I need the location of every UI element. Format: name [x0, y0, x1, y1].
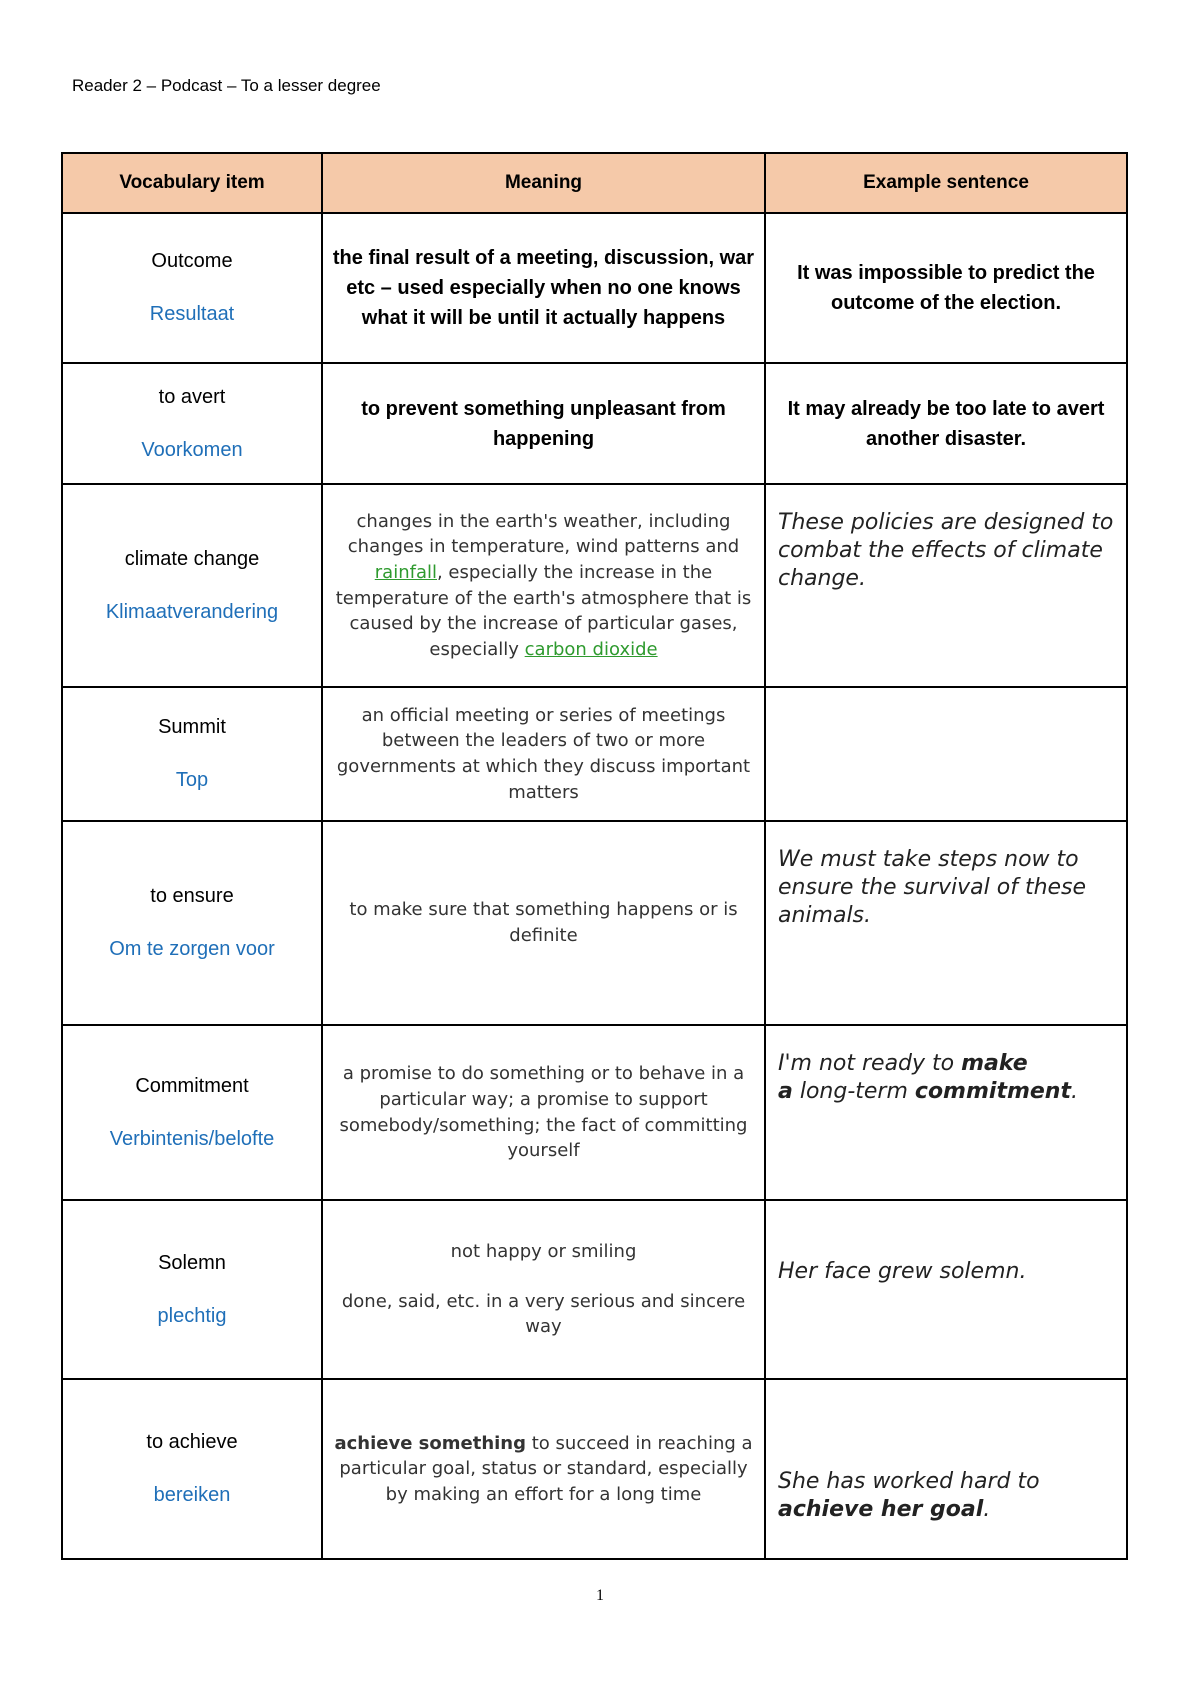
vocab-translation: Resultaat	[149, 303, 235, 325]
vocab-cell	[62, 821, 322, 1025]
example-cell: We must take steps now to ensure the survival of these animals.	[765, 821, 1127, 1025]
spacer	[331, 1265, 756, 1289]
example-cell	[765, 687, 1127, 821]
meaning-headword: achieve something	[334, 1432, 527, 1454]
meaning-text: not happy or smiling	[450, 1241, 637, 1263]
vocab-term: Solemn	[158, 1251, 226, 1274]
example-cell: It may already be too late to avert another disaster.	[765, 363, 1127, 484]
table-row	[62, 1025, 1127, 1200]
example-cell	[765, 1025, 1127, 1200]
vocab-term: to avert	[158, 385, 226, 408]
table-row	[62, 821, 1127, 1025]
table-header-row	[62, 153, 1127, 213]
meaning-cell	[322, 1200, 765, 1379]
vocab-cell	[62, 363, 322, 484]
vocab-translation: Voorkomen	[141, 438, 243, 461]
vocab-translation: Om te zorgen voor	[109, 938, 275, 960]
page-number: 1	[596, 1587, 604, 1604]
example-text: She has worked hard to	[778, 1468, 1040, 1494]
vocab-cell	[62, 484, 322, 687]
vocab-translation: plechtig	[157, 1304, 227, 1327]
example-cell: It was impossible to predict the outcome of the election.	[765, 213, 1127, 363]
meaning-text: , especially the increase in the temperature of the earth's atmosphere that is caused by the increase of particular gases, especially	[335, 561, 752, 660]
meaning-text: to succeed in reaching a particular goal, status or standard, especially by making an effort for a long time	[339, 1432, 753, 1505]
vocab-cell	[62, 687, 322, 821]
vocab-translation: Klimaatverandering	[105, 600, 279, 623]
example-emphasis: commitment	[914, 1079, 1071, 1105]
vocab-translation: bereiken	[153, 1484, 231, 1506]
table-row	[62, 484, 1127, 687]
example-emphasis: achieve her goal	[778, 1497, 984, 1522]
vocabulary-table	[61, 152, 1128, 1560]
meaning-cell: to make sure that something happens or is definite	[322, 821, 765, 1025]
vocab-cell	[62, 1025, 322, 1200]
document-header: Reader 2 – Podcast – To a lesser degree	[72, 76, 381, 95]
meaning-cell: an official meeting or series of meetings between the leaders of two or more governments at which they discuss important matters	[322, 687, 765, 821]
example-cell: Her face grew solemn.	[765, 1200, 1127, 1379]
vocab-term: to ensure	[150, 885, 234, 907]
meaning-cell: a promise to do something or to behave in a particular way; a promise to support somebody/something; the fact of committing yourself	[322, 1025, 765, 1200]
meaning-text: changes in the earth's weather, including changes in temperature, wind patterns and	[347, 510, 740, 558]
vocab-term: to achieve	[146, 1431, 238, 1453]
example-text: I'm not ready to	[778, 1051, 962, 1076]
example-cell: These policies are designed to combat the effects of climate change.	[765, 484, 1127, 687]
vocab-term: Outcome	[151, 250, 233, 272]
example-text: .	[983, 1497, 991, 1522]
table-row	[62, 213, 1127, 363]
vocab-cell	[62, 1379, 322, 1559]
vocab-term: climate change	[124, 547, 260, 570]
rainfall-link[interactable]: rainfall	[374, 561, 437, 583]
table-row	[62, 1379, 1127, 1559]
vocab-term: Summit	[158, 716, 226, 738]
example-emphasis: make	[961, 1051, 1028, 1076]
table-row	[62, 1200, 1127, 1379]
vocab-translation: Top	[175, 769, 209, 791]
vocab-cell	[62, 213, 322, 363]
table-row	[62, 687, 1127, 821]
meaning-cell	[322, 484, 765, 687]
column-header-meaning: Meaning	[322, 153, 765, 213]
example-text: long-term	[792, 1079, 915, 1105]
example-text: .	[1071, 1079, 1078, 1105]
meaning-cell	[322, 1379, 765, 1559]
example-emphasis: a	[778, 1079, 793, 1105]
table-row	[62, 363, 1127, 484]
column-header-example: Example sentence	[765, 153, 1127, 213]
meaning-cell: to prevent something unpleasant from happening	[322, 363, 765, 484]
vocab-term: Commitment	[135, 1074, 249, 1097]
vocab-cell	[62, 1200, 322, 1379]
carbon-dioxide-link[interactable]: carbon dioxide	[524, 638, 658, 660]
column-header-vocabulary: Vocabulary item	[62, 153, 322, 213]
vocab-translation: Verbintenis/belofte	[109, 1127, 275, 1150]
example-cell	[765, 1379, 1127, 1559]
meaning-text: done, said, etc. in a very serious and sincere way	[341, 1290, 746, 1338]
meaning-cell: the final result of a meeting, discussion, war etc – used especially when no one knows what it will be until it actually happens	[322, 213, 765, 363]
